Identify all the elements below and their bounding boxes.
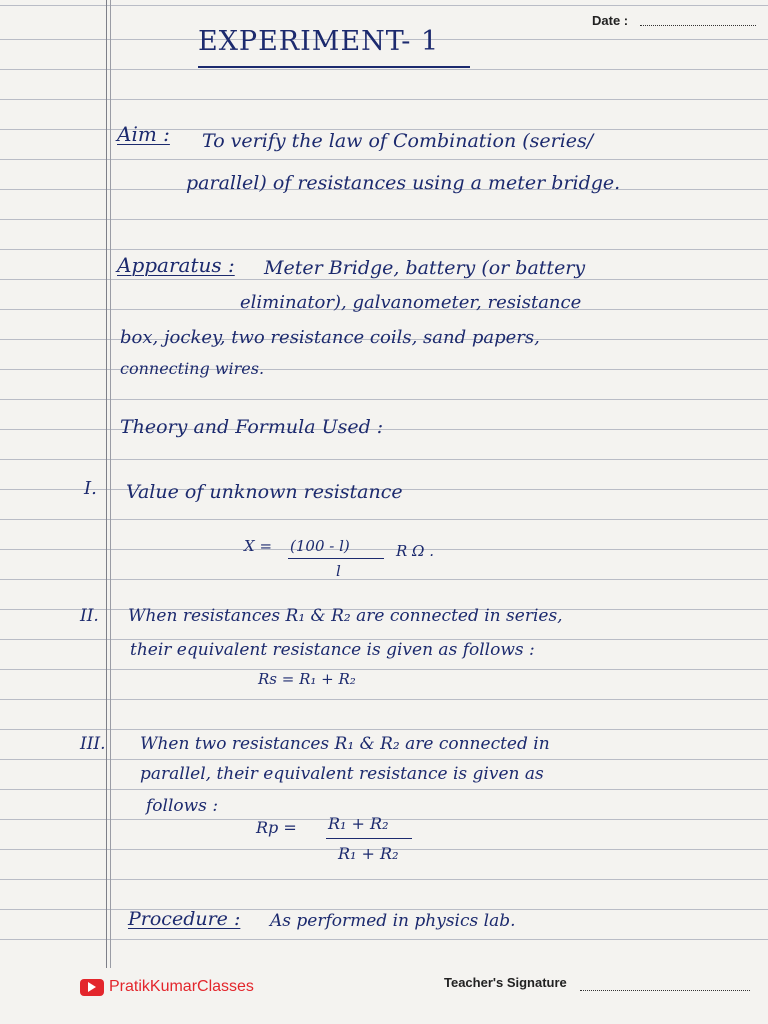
item-1-fraction-bar <box>288 558 384 559</box>
procedure-label: Procedure : <box>128 908 241 930</box>
page-footer <box>0 968 768 1024</box>
aim-label: Aim : <box>117 122 170 146</box>
item-1-formula-rhs: R Ω . <box>396 542 435 560</box>
title-underline <box>198 66 470 68</box>
aim-line-1: To verify the law of Combination (series/ <box>202 130 594 152</box>
item-1-formula-numerator: (100 - l) <box>290 537 350 555</box>
brand-watermark <box>80 978 254 996</box>
margin-line <box>110 0 111 968</box>
item-2-formula: Rs = R₁ + R₂ <box>258 670 356 688</box>
brand-name: PratikKumarClasses <box>109 978 254 995</box>
item-1-number: I. <box>84 478 97 499</box>
date-field-dots <box>640 25 756 26</box>
item-3-fraction-bar <box>326 838 412 839</box>
apparatus-line-1: Meter Bridge, battery (or battery <box>264 257 586 279</box>
apparatus-line-4: connecting wires. <box>120 359 265 378</box>
item-1-formula-lhs: X = <box>244 537 273 555</box>
item-2-line-2: their equivalent resistance is given as follows : <box>130 640 535 660</box>
item-2-line-1: When resistances R₁ & R₂ are connected in series, <box>128 606 563 626</box>
teacher-signature-dots <box>580 990 750 991</box>
procedure-text: As performed in physics lab. <box>270 911 516 931</box>
item-3-formula-lhs: Rp = <box>256 818 297 837</box>
item-3-line-2: parallel, their equivalent resistance is given as <box>140 764 544 784</box>
apparatus-line-2: eliminator), galvanometer, resistance <box>240 292 582 313</box>
theory-heading: Theory and Formula Used : <box>120 416 384 438</box>
item-1-text: Value of unknown resistance <box>126 481 403 503</box>
apparatus-label: Apparatus : <box>117 253 235 277</box>
margin-line <box>106 0 107 968</box>
item-1-formula-denominator: l <box>336 562 341 580</box>
youtube-play-icon <box>80 979 104 996</box>
item-3-line-3: follows : <box>146 796 219 816</box>
item-3-number: III. <box>80 734 106 754</box>
item-3-formula-numerator: R₁ + R₂ <box>328 814 389 833</box>
item-3-formula-denominator: R₁ + R₂ <box>338 844 399 863</box>
item-3-line-1: When two resistances R₁ & R₂ are connected in <box>140 734 550 754</box>
aim-line-2: parallel) of resistances using a meter bridge. <box>186 172 621 194</box>
date-label: Date : <box>592 13 629 28</box>
item-2-number: II. <box>80 606 99 626</box>
experiment-title: EXPERIMENT- 1 <box>198 26 440 57</box>
apparatus-line-3: box, jockey, two resistance coils, sand papers, <box>120 327 540 348</box>
teacher-signature-label: Teacher's Signature <box>444 975 567 990</box>
